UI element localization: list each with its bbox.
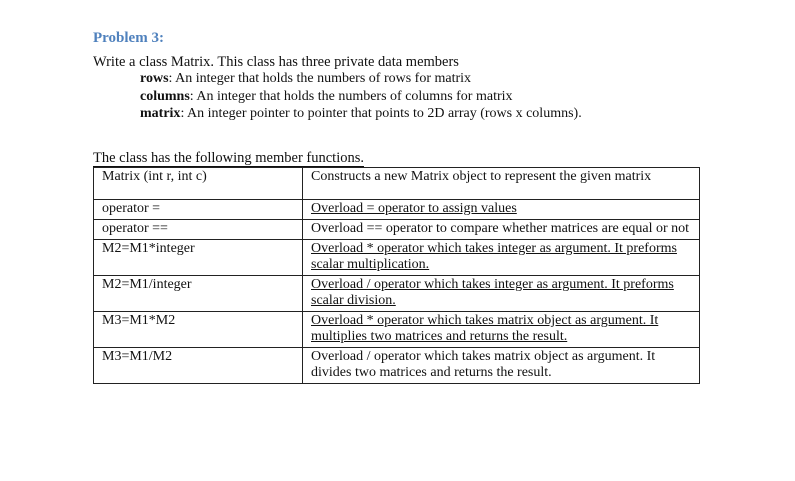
member-columns bbox=[140, 88, 582, 106]
function-cell: operator = bbox=[94, 200, 303, 220]
function-cell: M2=M1*integer bbox=[94, 240, 303, 276]
member-matrix bbox=[140, 105, 582, 123]
member-desc: : An integer pointer to pointer that points to 2D array (rows x columns). bbox=[180, 106, 582, 121]
function-cell: M2=M1/integer bbox=[94, 276, 303, 312]
description-cell bbox=[303, 312, 700, 348]
member-rows bbox=[140, 70, 582, 88]
table-row bbox=[94, 200, 700, 220]
description-text: Overload * operator which takes integer as argument. It preforms scalar multiplication. bbox=[311, 241, 677, 272]
function-cell: M3=M1/M2 bbox=[94, 348, 303, 384]
table-row bbox=[94, 168, 700, 200]
description-cell: Constructs a new Matrix object to represent the given matrix bbox=[303, 168, 700, 200]
member-desc: : An integer that holds the numbers of rows for matrix bbox=[168, 71, 472, 86]
description-text: Overload / operator which takes integer as argument. It preforms scalar division. bbox=[311, 277, 674, 308]
function-cell: operator == bbox=[94, 220, 303, 240]
description-cell bbox=[303, 200, 700, 220]
intro-text: Write a class Matrix. This class has three private data members bbox=[93, 54, 459, 70]
member-desc: : An integer that holds the numbers of columns for matrix bbox=[189, 88, 513, 104]
member-name: matrix bbox=[140, 106, 181, 121]
table-row bbox=[94, 220, 700, 240]
function-cell: Matrix (int r, int c) bbox=[94, 168, 303, 200]
table-row bbox=[94, 312, 700, 348]
table-caption: The class has the following member functions. bbox=[93, 150, 365, 166]
member-name: rows bbox=[140, 71, 169, 86]
table-row bbox=[94, 348, 700, 384]
description-text: Overload * operator which takes matrix object as argument. It multiplies two matrices and returns the result. bbox=[311, 313, 659, 344]
data-members-list bbox=[140, 70, 582, 123]
description-cell bbox=[303, 240, 700, 276]
description-text: Overload = operator to assign values bbox=[311, 201, 517, 216]
problem-heading: Problem 3: bbox=[93, 30, 164, 46]
table-row bbox=[94, 240, 700, 276]
description-cell: Overload / operator which takes matrix object as argument. It divides two matrices and returns the result. bbox=[303, 348, 700, 384]
table-row bbox=[94, 276, 700, 312]
member-functions-table bbox=[93, 167, 700, 384]
description-cell: Overload == operator to compare whether matrices are equal or not bbox=[303, 220, 700, 240]
member-name: columns bbox=[140, 88, 190, 104]
function-cell: M3=M1*M2 bbox=[94, 312, 303, 348]
description-cell bbox=[303, 276, 700, 312]
